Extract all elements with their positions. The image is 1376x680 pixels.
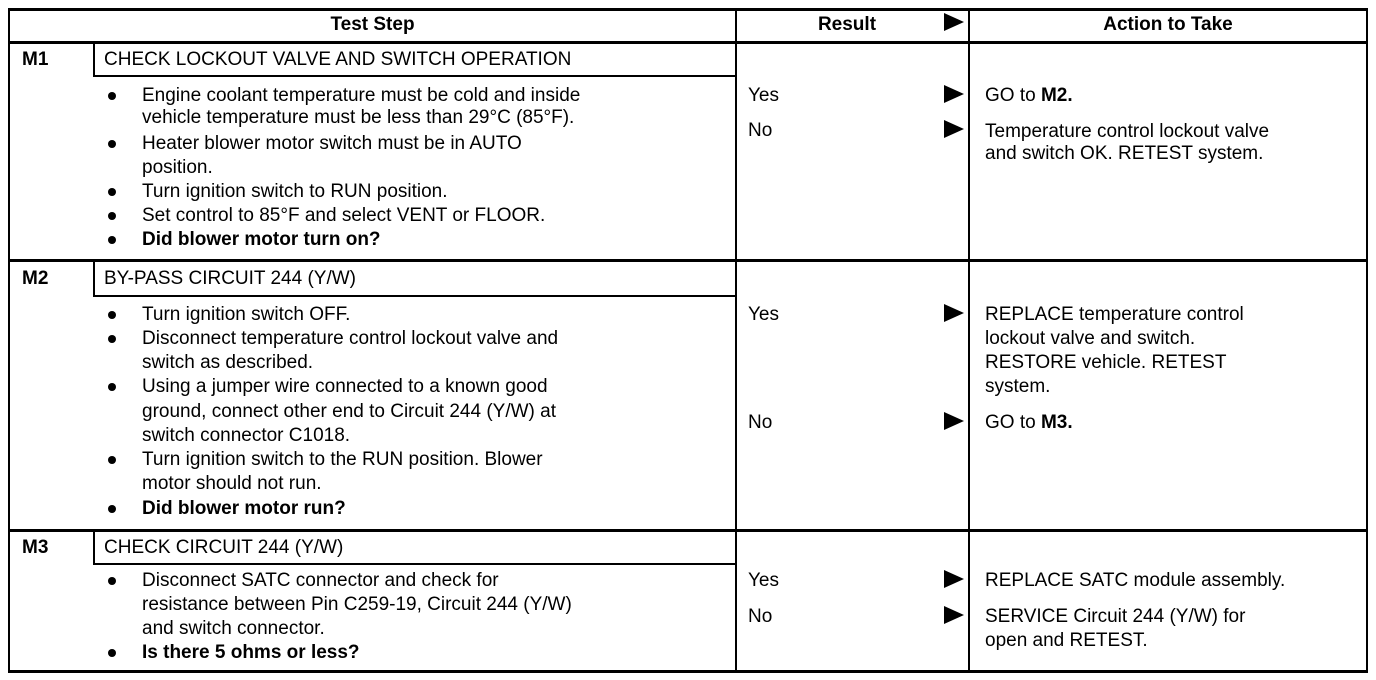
arrow-icon [944, 412, 964, 430]
m2-action-no-period: . [1067, 412, 1073, 433]
m1-title-rule [93, 75, 736, 77]
m2-bullet-3-line-3: switch connector C1018. [142, 425, 351, 446]
bullet-icon [108, 188, 116, 196]
arrow-icon [944, 120, 964, 138]
m3-action-no-line-2: open and RETEST. [985, 630, 1148, 651]
m3-bullet-question: Is there 5 ohms or less? [142, 642, 360, 663]
bullet-icon [108, 577, 116, 585]
m2-action-no-target: M3 [1040, 412, 1068, 433]
m3-bullet-1-line-2: resistance between Pin C259-19, Circuit 244 (Y/W) [142, 594, 572, 615]
m2-bullet-2-line-2: switch as described. [142, 352, 314, 373]
m1-bullet-2-line-1: Heater blower motor switch must be in AUTO [142, 133, 522, 154]
step-title-m1: CHECK LOCKOUT VALVE AND SWITCH OPERATION [104, 49, 572, 70]
bullet-icon [108, 649, 116, 657]
m2-bullet-question: Did blower motor run? [142, 498, 346, 519]
m3-action-yes: REPLACE SATC module assembly. [985, 570, 1286, 591]
m2-bullet-1: Turn ignition switch OFF. [142, 304, 351, 325]
arrow-icon [944, 304, 964, 322]
bullet-icon [108, 335, 116, 343]
m2-id-divider [93, 261, 95, 296]
m2-action-no [985, 412, 1073, 434]
bullet-icon [108, 383, 116, 391]
m2-bullet-2-line-1: Disconnect temperature control lockout valve and [142, 328, 559, 349]
step-id-m2: M2 [22, 268, 49, 289]
m2-result-no: No [748, 412, 773, 433]
m2-action-yes-line-2: lockout valve and switch. [985, 328, 1196, 349]
header-test-step: Test Step [330, 14, 415, 35]
m1-bullet-question: Did blower motor turn on? [142, 229, 381, 250]
bullet-icon [108, 456, 116, 464]
m3-bullet-1-line-3: and switch connector. [142, 618, 325, 639]
header-bottom-rule [8, 41, 1368, 44]
m2-bottom-rule [8, 529, 1368, 532]
m3-bullet-1-line-1: Disconnect SATC connector and check for [142, 570, 499, 591]
m1-result-no: No [748, 120, 773, 141]
m3-id-divider [93, 531, 95, 564]
m2-bullet-4-line-1: Turn ignition switch to the RUN position. Blower [142, 449, 543, 470]
m1-action-no-line-2: and switch OK. RETEST system. [985, 143, 1264, 164]
m1-action-yes-target: M2 [1040, 85, 1068, 106]
m1-id-divider [93, 43, 95, 76]
m1-bottom-rule [8, 259, 1368, 262]
m2-action-no-text: GO to [985, 412, 1041, 433]
bullet-icon [108, 311, 116, 319]
action-column-divider [968, 8, 970, 673]
m3-title-rule [93, 563, 736, 565]
arrow-icon [944, 570, 964, 588]
m1-bullet-1-line-1: Engine coolant temperature must be cold and inside [142, 85, 581, 106]
result-column-divider [735, 8, 737, 673]
m1-action-yes [985, 85, 1073, 107]
bullet-icon [108, 236, 116, 244]
m2-bullet-3-line-1: Using a jumper wire connected to a known good [142, 376, 548, 397]
arrow-icon [944, 85, 964, 103]
m2-bullet-3-line-2: ground, connect other end to Circuit 244 (Y/W) at [142, 401, 556, 422]
bullet-icon [108, 505, 116, 513]
m2-title-rule [93, 295, 736, 297]
m2-action-yes-line-4: system. [985, 376, 1051, 397]
arrow-icon [944, 606, 964, 624]
header-arrow-icon [944, 13, 964, 31]
m1-action-yes-text: GO to [985, 85, 1041, 106]
step-title-m3: CHECK CIRCUIT 244 (Y/W) [104, 537, 344, 558]
m3-result-no: No [748, 606, 773, 627]
m1-bullet-4: Set control to 85°F and select VENT or FLOOR. [142, 205, 546, 226]
m1-bullet-1-line-2: vehicle temperature must be less than 29°C (85°F). [142, 107, 575, 128]
m1-action-yes-period: . [1067, 85, 1073, 106]
table-border-right [1366, 8, 1368, 673]
table-border-bottom [8, 670, 1368, 673]
bullet-icon [108, 212, 116, 220]
step-id-m3: M3 [22, 537, 49, 558]
m2-bullet-4-line-2: motor should not run. [142, 473, 322, 494]
step-id-m1: M1 [22, 49, 49, 70]
bullet-icon [108, 140, 116, 148]
m1-result-yes: Yes [748, 85, 779, 106]
header-action: Action to Take [1103, 14, 1233, 35]
bullet-icon [108, 92, 116, 100]
header-result: Result [817, 14, 877, 35]
table-border-top [8, 8, 1368, 11]
m2-action-yes-line-1: REPLACE temperature control [985, 304, 1244, 325]
step-title-m2: BY-PASS CIRCUIT 244 (Y/W) [104, 268, 356, 289]
m1-bullet-3: Turn ignition switch to RUN position. [142, 181, 448, 202]
m1-bullet-2-line-2: position. [142, 157, 213, 178]
m1-action-no-line-1: Temperature control lockout valve [985, 121, 1270, 142]
table-border-left [8, 8, 10, 673]
m3-result-yes: Yes [748, 570, 779, 591]
m2-action-yes-line-3: RESTORE vehicle. RETEST [985, 352, 1227, 373]
m2-result-yes: Yes [748, 304, 779, 325]
m3-action-no-line-1: SERVICE Circuit 244 (Y/W) for [985, 606, 1246, 627]
